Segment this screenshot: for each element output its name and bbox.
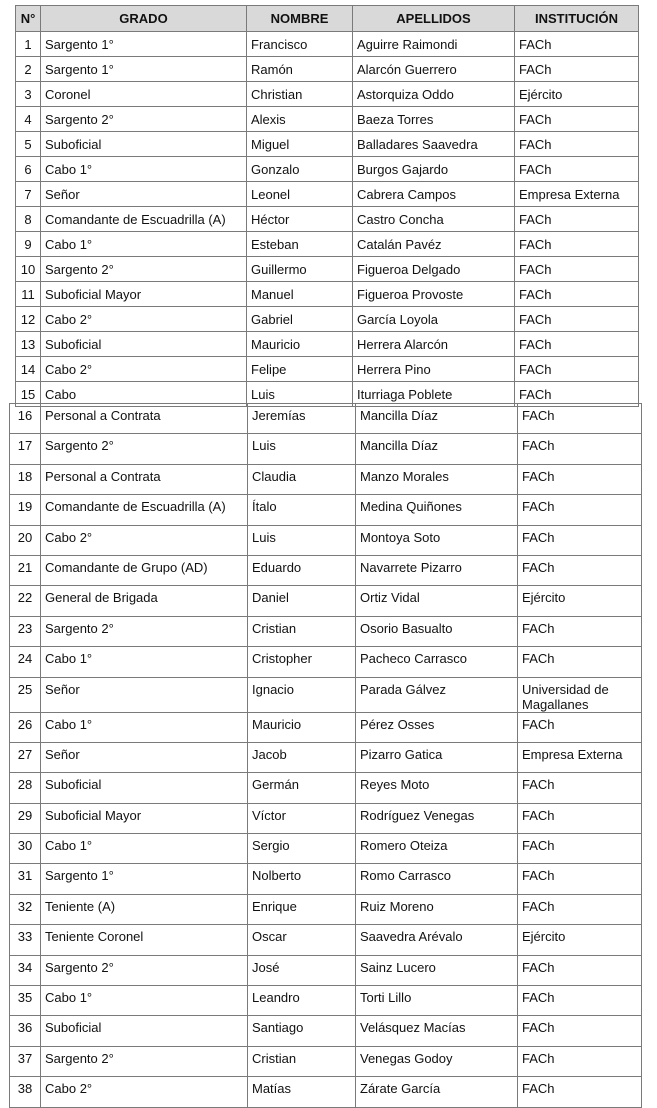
row-institucion: FACh <box>518 773 642 803</box>
row-number: 10 <box>16 257 41 282</box>
row-nombre: Francisco <box>247 32 353 57</box>
row-apellidos: Catalán Pavéz <box>353 232 515 257</box>
table-row <box>10 495 642 525</box>
header-num: N° <box>16 6 41 32</box>
table-row <box>16 132 639 157</box>
row-grado: Cabo 2° <box>41 1077 248 1107</box>
row-nombre: Sergio <box>248 834 356 864</box>
row-grado: Cabo 1° <box>41 647 248 677</box>
row-grado: Cabo <box>41 382 247 407</box>
row-grado: Comandante de Grupo (AD) <box>41 555 248 585</box>
row-apellidos: Romo Carrasco <box>356 864 518 894</box>
row-number: 37 <box>10 1046 41 1076</box>
row-apellidos: Reyes Moto <box>356 773 518 803</box>
table-row <box>10 647 642 677</box>
table-row <box>16 257 639 282</box>
row-number: 25 <box>10 677 41 712</box>
row-institucion: FACh <box>515 282 639 307</box>
row-nombre: José <box>248 955 356 985</box>
row-institucion: FACh <box>518 1046 642 1076</box>
row-number: 9 <box>16 232 41 257</box>
row-apellidos: Figueroa Delgado <box>353 257 515 282</box>
row-nombre: Leonel <box>247 182 353 207</box>
row-nombre: Enrique <box>248 894 356 924</box>
table-row <box>16 207 639 232</box>
row-number: 32 <box>10 894 41 924</box>
row-number: 3 <box>16 82 41 107</box>
table-row <box>10 834 642 864</box>
row-nombre: Claudia <box>248 464 356 494</box>
row-institucion: FACh <box>518 1016 642 1046</box>
row-nombre: Ítalo <box>248 495 356 525</box>
row-grado: Sargento 2° <box>41 955 248 985</box>
table-row <box>10 894 642 924</box>
row-number: 2 <box>16 57 41 82</box>
row-number: 19 <box>10 495 41 525</box>
table-row <box>16 32 639 57</box>
table-row <box>10 525 642 555</box>
row-number: 13 <box>16 332 41 357</box>
row-nombre: Eduardo <box>248 555 356 585</box>
row-grado: Cabo 1° <box>41 232 247 257</box>
row-institucion: FACh <box>518 525 642 555</box>
row-nombre: Gabriel <box>247 307 353 332</box>
row-apellidos: Venegas Godoy <box>356 1046 518 1076</box>
row-institucion: FACh <box>518 834 642 864</box>
header-apellidos: APELLIDOS <box>353 6 515 32</box>
table-header-row <box>16 6 639 32</box>
row-institucion: FACh <box>515 382 639 407</box>
row-apellidos: Pizarro Gatica <box>356 742 518 772</box>
table-row <box>10 742 642 772</box>
row-apellidos: Navarrete Pizarro <box>356 555 518 585</box>
row-grado: Sargento 1° <box>41 864 248 894</box>
row-nombre: Cristopher <box>248 647 356 677</box>
row-number: 6 <box>16 157 41 182</box>
row-nombre: Mauricio <box>247 332 353 357</box>
row-institucion: FACh <box>518 1077 642 1107</box>
row-nombre: Cristian <box>248 1046 356 1076</box>
row-grado: Personal a Contrata <box>41 404 248 434</box>
header-grado: GRADO <box>41 6 247 32</box>
row-grado: Cabo 2° <box>41 307 247 332</box>
row-nombre: Alexis <box>247 107 353 132</box>
participants-table-part-2 <box>9 403 642 1108</box>
row-apellidos: Montoya Soto <box>356 525 518 555</box>
row-number: 7 <box>16 182 41 207</box>
table-row <box>16 232 639 257</box>
row-grado: Suboficial Mayor <box>41 803 248 833</box>
table-row <box>10 986 642 1016</box>
row-grado: Cabo 2° <box>41 357 247 382</box>
row-apellidos: Romero Oteiza <box>356 834 518 864</box>
row-apellidos: Mancilla Díaz <box>356 434 518 464</box>
row-apellidos: Rodríguez Venegas <box>356 803 518 833</box>
row-number: 21 <box>10 555 41 585</box>
row-institucion: FACh <box>518 986 642 1016</box>
table-row <box>16 307 639 332</box>
row-apellidos: Ortiz Vidal <box>356 586 518 616</box>
row-apellidos: Castro Concha <box>353 207 515 232</box>
row-nombre: Mauricio <box>248 712 356 742</box>
row-number: 8 <box>16 207 41 232</box>
row-institucion: FACh <box>515 107 639 132</box>
row-institucion: Ejército <box>518 586 642 616</box>
table-row <box>16 282 639 307</box>
row-number: 38 <box>10 1077 41 1107</box>
table-row <box>16 157 639 182</box>
row-number: 15 <box>16 382 41 407</box>
table-row <box>10 1077 642 1107</box>
row-number: 17 <box>10 434 41 464</box>
row-institucion: FACh <box>515 157 639 182</box>
row-nombre: Esteban <box>247 232 353 257</box>
row-apellidos: Parada Gálvez <box>356 677 518 712</box>
table-row <box>10 616 642 646</box>
row-grado: Suboficial <box>41 773 248 803</box>
row-institucion: FACh <box>518 495 642 525</box>
table-row <box>10 1016 642 1046</box>
row-nombre: Jacob <box>248 742 356 772</box>
row-institucion: FACh <box>515 132 639 157</box>
row-grado: General de Brigada <box>41 586 248 616</box>
row-grado: Teniente Coronel <box>41 925 248 955</box>
row-apellidos: Astorquiza Oddo <box>353 82 515 107</box>
header-nombre: NOMBRE <box>247 6 353 32</box>
row-institucion: FACh <box>518 616 642 646</box>
row-number: 5 <box>16 132 41 157</box>
table-row <box>16 82 639 107</box>
row-grado: Cabo 1° <box>41 834 248 864</box>
row-institucion: Universidad de Magallanes <box>518 677 642 712</box>
row-apellidos: Zárate García <box>356 1077 518 1107</box>
row-number: 11 <box>16 282 41 307</box>
row-number: 35 <box>10 986 41 1016</box>
row-apellidos: Figueroa Provoste <box>353 282 515 307</box>
row-institucion: Empresa Externa <box>515 182 639 207</box>
row-apellidos: Mancilla Díaz <box>356 404 518 434</box>
row-number: 22 <box>10 586 41 616</box>
row-grado: Sargento 2° <box>41 107 247 132</box>
row-grado: Sargento 1° <box>41 57 247 82</box>
row-number: 27 <box>10 742 41 772</box>
row-institucion: FACh <box>518 647 642 677</box>
row-apellidos: Burgos Gajardo <box>353 157 515 182</box>
row-nombre: Manuel <box>247 282 353 307</box>
table-row <box>10 434 642 464</box>
row-institucion: FACh <box>515 57 639 82</box>
row-grado: Señor <box>41 677 248 712</box>
row-number: 36 <box>10 1016 41 1046</box>
row-nombre: Oscar <box>248 925 356 955</box>
row-institucion: FACh <box>518 404 642 434</box>
row-institucion: FACh <box>518 434 642 464</box>
row-institucion: FACh <box>518 894 642 924</box>
row-apellidos: Herrera Pino <box>353 357 515 382</box>
row-number: 30 <box>10 834 41 864</box>
row-number: 20 <box>10 525 41 555</box>
row-nombre: Luis <box>247 382 353 407</box>
row-number: 23 <box>10 616 41 646</box>
table-row <box>10 586 642 616</box>
row-apellidos: Pérez Osses <box>356 712 518 742</box>
table-row <box>16 107 639 132</box>
row-nombre: Ignacio <box>248 677 356 712</box>
row-apellidos: Saavedra Arévalo <box>356 925 518 955</box>
row-nombre: Ramón <box>247 57 353 82</box>
row-number: 4 <box>16 107 41 132</box>
row-grado: Cabo 2° <box>41 525 248 555</box>
row-grado: Sargento 2° <box>41 1046 248 1076</box>
row-apellidos: Herrera Alarcón <box>353 332 515 357</box>
row-nombre: Matías <box>248 1077 356 1107</box>
row-grado: Suboficial <box>41 132 247 157</box>
row-apellidos: Ruiz Moreno <box>356 894 518 924</box>
row-number: 18 <box>10 464 41 494</box>
row-institucion: FACh <box>515 207 639 232</box>
row-grado: Suboficial <box>41 1016 248 1046</box>
row-institucion: Empresa Externa <box>518 742 642 772</box>
table-row <box>10 404 642 434</box>
row-number: 1 <box>16 32 41 57</box>
table-row <box>10 712 642 742</box>
row-apellidos: Torti Lillo <box>356 986 518 1016</box>
row-grado: Teniente (A) <box>41 894 248 924</box>
row-number: 29 <box>10 803 41 833</box>
row-nombre: Daniel <box>248 586 356 616</box>
row-grado: Sargento 2° <box>41 434 248 464</box>
row-grado: Señor <box>41 742 248 772</box>
row-institucion: FACh <box>515 232 639 257</box>
row-grado: Suboficial Mayor <box>41 282 247 307</box>
row-apellidos: Medina Quiñones <box>356 495 518 525</box>
row-grado: Cabo 1° <box>41 157 247 182</box>
row-nombre: Cristian <box>248 616 356 646</box>
row-apellidos: Aguirre Raimondi <box>353 32 515 57</box>
row-institucion: FACh <box>515 32 639 57</box>
row-number: 14 <box>16 357 41 382</box>
row-nombre: Víctor <box>248 803 356 833</box>
row-nombre: Héctor <box>247 207 353 232</box>
row-apellidos: García Loyola <box>353 307 515 332</box>
row-nombre: Jeremías <box>248 404 356 434</box>
row-institucion: FACh <box>515 307 639 332</box>
row-number: 12 <box>16 307 41 332</box>
row-nombre: Nolberto <box>248 864 356 894</box>
row-number: 16 <box>10 404 41 434</box>
row-nombre: Guillermo <box>247 257 353 282</box>
row-nombre: Christian <box>247 82 353 107</box>
row-institucion: FACh <box>518 803 642 833</box>
row-grado: Señor <box>41 182 247 207</box>
row-grado: Sargento 2° <box>41 616 248 646</box>
row-institucion: FACh <box>515 332 639 357</box>
row-apellidos: Alarcón Guerrero <box>353 57 515 82</box>
table-row <box>10 925 642 955</box>
row-grado: Comandante de Escuadrilla (A) <box>41 207 247 232</box>
row-apellidos: Pacheco Carrasco <box>356 647 518 677</box>
table-row <box>10 955 642 985</box>
row-nombre: Miguel <box>247 132 353 157</box>
row-institucion: FACh <box>518 712 642 742</box>
row-number: 31 <box>10 864 41 894</box>
row-institucion: Ejército <box>518 925 642 955</box>
row-institucion: Ejército <box>515 82 639 107</box>
row-apellidos: Baeza Torres <box>353 107 515 132</box>
row-nombre: Luis <box>248 434 356 464</box>
row-grado: Personal a Contrata <box>41 464 248 494</box>
row-institucion: FACh <box>518 955 642 985</box>
row-apellidos: Iturriaga Poblete <box>353 382 515 407</box>
table-row <box>10 773 642 803</box>
row-apellidos: Velásquez Macías <box>356 1016 518 1046</box>
row-institucion: FACh <box>515 357 639 382</box>
table-row <box>10 555 642 585</box>
row-number: 24 <box>10 647 41 677</box>
row-institucion: FACh <box>518 555 642 585</box>
table-row <box>16 182 639 207</box>
row-apellidos: Sainz Lucero <box>356 955 518 985</box>
row-nombre: Germán <box>248 773 356 803</box>
table-row <box>10 464 642 494</box>
row-grado: Cabo 1° <box>41 986 248 1016</box>
table-row <box>16 332 639 357</box>
row-number: 26 <box>10 712 41 742</box>
row-apellidos: Manzo Morales <box>356 464 518 494</box>
row-number: 28 <box>10 773 41 803</box>
table-row <box>16 357 639 382</box>
table-row <box>10 803 642 833</box>
row-grado: Cabo 1° <box>41 712 248 742</box>
row-grado: Suboficial <box>41 332 247 357</box>
row-apellidos: Osorio Basualto <box>356 616 518 646</box>
table-row <box>10 864 642 894</box>
row-grado: Sargento 2° <box>41 257 247 282</box>
row-grado: Coronel <box>41 82 247 107</box>
row-grado: Sargento 1° <box>41 32 247 57</box>
row-institucion: FACh <box>518 864 642 894</box>
row-grado: Comandante de Escuadrilla (A) <box>41 495 248 525</box>
row-number: 33 <box>10 925 41 955</box>
table-row <box>16 57 639 82</box>
row-apellidos: Cabrera Campos <box>353 182 515 207</box>
row-nombre: Leandro <box>248 986 356 1016</box>
row-number: 34 <box>10 955 41 985</box>
table-row <box>10 677 642 712</box>
row-institucion: FACh <box>518 464 642 494</box>
header-institucion: INSTITUCIÓN <box>515 6 639 32</box>
row-nombre: Santiago <box>248 1016 356 1046</box>
row-nombre: Felipe <box>247 357 353 382</box>
row-institucion: FACh <box>515 257 639 282</box>
row-nombre: Luis <box>248 525 356 555</box>
row-apellidos: Balladares Saavedra <box>353 132 515 157</box>
participants-table-part-1 <box>15 5 639 407</box>
row-nombre: Gonzalo <box>247 157 353 182</box>
table-row <box>10 1046 642 1076</box>
